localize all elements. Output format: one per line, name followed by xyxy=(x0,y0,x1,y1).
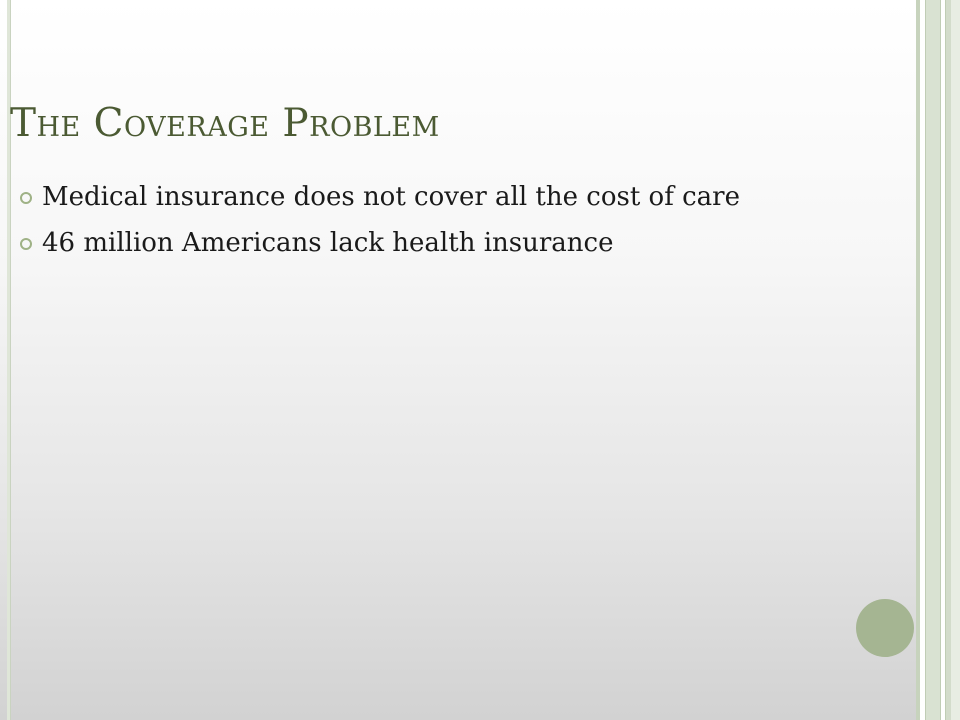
hollow-circle-bullet-icon xyxy=(20,192,32,204)
frame-stripe xyxy=(925,0,941,720)
bullet-text: 46 million Americans lack health insurance xyxy=(42,228,614,258)
green-circle-decoration xyxy=(856,599,914,657)
bullet-item xyxy=(20,220,740,266)
right-decorative-frame xyxy=(916,0,960,720)
frame-stripe xyxy=(951,0,960,720)
bullet-text: Medical insurance does not cover all the cost of care xyxy=(42,182,740,212)
slide-title: The Coverage Problem xyxy=(10,101,440,146)
bullet-item xyxy=(20,174,740,220)
hollow-circle-bullet-icon xyxy=(20,238,32,250)
bullet-list xyxy=(20,174,740,266)
